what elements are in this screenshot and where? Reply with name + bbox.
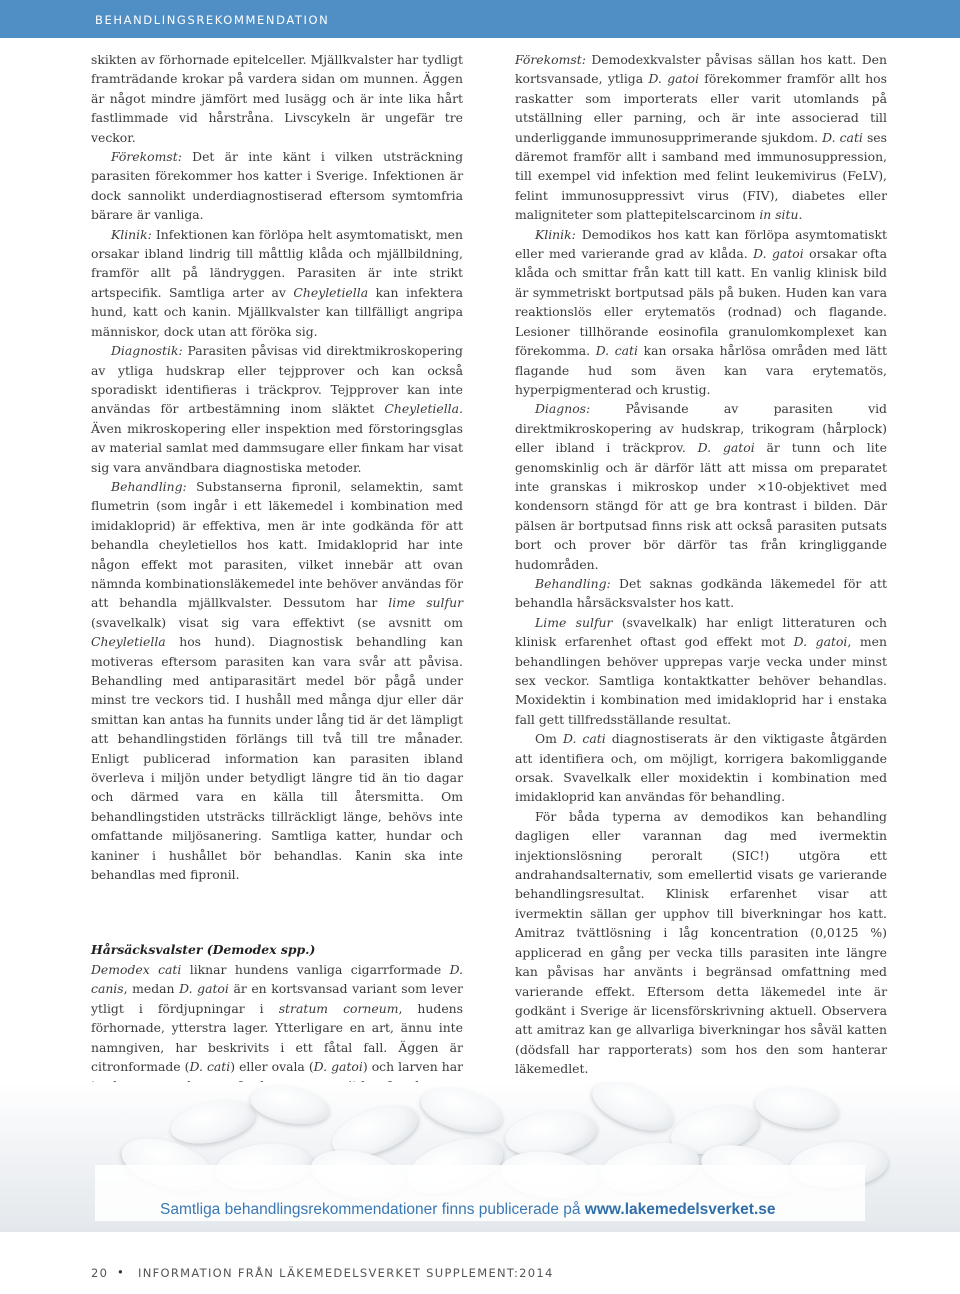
tablet-image	[247, 1082, 332, 1130]
species-name: D. gatoi	[793, 634, 848, 650]
notice-text	[160, 1201, 776, 1219]
paragraph-label: Behandling:	[535, 575, 611, 591]
page-footer	[0, 1266, 960, 1294]
paragraph-text: diagnostiserats är den viktigaste åtgärden att identifiera och, om möjligt, korrigera bakomliggande orsak. Svavelkalk eller moxidektin i kombination med imidakloprid kan användas för behandling.	[515, 731, 887, 805]
paragraph-text: Demodexkvalster påvisas sällan hos katt. Den kortsvansade, ytliga	[515, 52, 887, 87]
species-name: D. cati	[562, 731, 606, 747]
substance-name: Lime sulfur	[535, 614, 613, 630]
paragraph-diagnosis-demodex	[515, 399, 887, 574]
paragraph-text: , medan	[123, 981, 180, 997]
paragraph-text: , hudens förhornade, ytterstra lager. Ytterligare en art, ännu inte namngiven, har beskrivits i ett fåtal fall. Äggen är citronformade (	[91, 1000, 463, 1074]
page-number: 20	[91, 1266, 109, 1280]
tablet-image	[167, 1093, 259, 1150]
paragraph-treatment	[91, 477, 463, 885]
species-name: D. cati	[595, 343, 638, 359]
paragraph-text: ) eller ovala (	[230, 1058, 314, 1074]
species-name: D. canis	[91, 961, 463, 997]
left-column	[91, 50, 463, 1096]
section-title: BEHANDLINGSREKOMMENDATION	[95, 13, 330, 27]
species-name: D. cati	[189, 1058, 231, 1074]
paragraph-label: Klinik:	[111, 226, 152, 242]
paragraph-text: är en kortsvansad variant som lever ytligt i fördjupningar i	[91, 981, 463, 1016]
latin-term: in situ	[759, 207, 799, 223]
substance-name: lime sulfur	[388, 595, 463, 611]
paragraph-both-types	[515, 807, 887, 1079]
paragraph-text: Demodikos hos katt kan förlöpa asymtomatiskt eller med varierande grad av klåda.	[515, 226, 887, 262]
paragraph-text: är tunn och lite genomskinlig och är därför lätt att missa om preparatet inte granskas i mikroskop under ×10-objektivet med kondensorn stängd för att ge bra kontrast i bilden. Där pälsen är bortputsad finns risk att också parasiten putsats bort och prover bör därför tas från kringliggande hudområden.	[515, 440, 887, 572]
paragraph-text: orsakar ofta klåda och smittar från katt till katt. En vanlig klinisk bild är symmetriskt bortputsad päls på buken. Huden kan vara reaktionslös eller erytematös (rodnad) och flagande. Lesioner tillhörande eosinofila granulomkomplexet kan förekomma.	[515, 246, 887, 359]
paragraph-text: Det är inte känt i vilken utsträckning parasiten förekommer hos katter i Sverige. Infektionen är dock sannolikt underdiagnostiserad eftersom symtomfria bärare är vanliga.	[91, 149, 463, 223]
paragraph-diagnostics	[91, 341, 463, 477]
species-name: D. gatoi	[753, 246, 804, 262]
paragraph-label: Förekomst:	[515, 52, 586, 67]
species-name: D. gatoi	[313, 1058, 363, 1074]
paragraph-clinic	[91, 225, 463, 341]
paragraph-text: (svavelkalk) visat sig vara effektivt (se avsnitt om	[91, 614, 463, 630]
paragraph-life-cycle	[91, 50, 463, 147]
paragraph-clinic-demodex	[515, 225, 887, 400]
paragraph-label: Diagnos:	[535, 401, 591, 417]
species-name: D. gatoi	[697, 440, 755, 456]
species-name: Demodex cati	[91, 961, 182, 977]
paragraph-text: förekommer framför allt hos raskatter som importerats eller varit utomlands på utställning eller parning, och är inte associerad till underliggande immunosupprimerande sjukdom.	[515, 71, 888, 145]
subsection-heading: Hårsäcksvalster (Demodex spp.)	[91, 942, 316, 958]
tablet-image	[416, 1082, 507, 1140]
paragraph-text: skikten av förhornade epitelceller. Mjällkvalster har tydligt framträdande krokar på vardera sidan om munnen. Äggen är något mindre jämfört med lusägg och är inte lika hårt fastlimmade vid hårstråna. Livscykeln är ungefär tre veckor.	[91, 52, 463, 145]
paragraph-text: Om	[535, 731, 563, 747]
paragraph-text: .	[798, 207, 803, 223]
species-name: Cheyletiella	[91, 634, 166, 650]
spacer	[91, 884, 463, 940]
paragraph-text: Infektionen kan förlöpa helt asymtomatiskt, men orsakar ibland lindrig till måttlig klåda och mjällbildning, framför allt på ländryggen. Parasiten är inte strikt artspecifik. Samtliga arter av	[91, 226, 463, 300]
paragraph-text: kan orsaka hårlösa områden med lätt flagande hud som även kan vara erytematös, hyperpigmenterad och krustig.	[515, 343, 887, 397]
paragraph-demodex-intro	[91, 960, 463, 1096]
species-name: D. cati	[822, 129, 863, 145]
paragraph-text: ) och larven har	[362, 1058, 464, 1074]
right-column	[515, 50, 887, 1079]
paragraph-d-cati	[515, 729, 887, 807]
paragraph-label: Diagnostik:	[111, 343, 183, 359]
paragraph-label: Behandling:	[111, 478, 187, 494]
paragraph-occurrence-demodex	[515, 50, 887, 225]
paragraph-text: Det saknas godkända läkemedel för att behandla hårsäcksvalster hos katt.	[515, 575, 887, 611]
website-link[interactable]: www.lakemedelsverket.se	[584, 1201, 776, 1218]
tablet-image	[586, 1082, 681, 1141]
tablet-image	[753, 1082, 842, 1133]
publication-notice	[95, 1165, 865, 1221]
species-name: D. gatoi	[648, 71, 699, 87]
paragraph-label: Klinik:	[535, 226, 576, 242]
species-name: Cheyletiella	[384, 401, 460, 417]
species-name: Cheyletiella	[293, 284, 369, 300]
paragraph-occurrence	[91, 147, 463, 225]
paragraph-text: ses däremot framför allt i samband med immunosuppression, till exempel vid infektion med felint leukemivirus (FeLV), felint immunosuppressivt virus (FIV), diabetes eller maligniteter som plattepitelscarcinom	[515, 129, 887, 223]
paragraph-text: Substanserna fipronil, selamektin, samt flumetrin (som ingår i ett läkemedel i kombination med imidakloprid) är effektiva, men är inte godkända för att behandla cheyletiellos hos katt. Imidakloprid har inte någon effekt mot parasiten, vilket innebär att ovan nämnda kombinationsläkemedel inte behöver användas för att behandla mjällkvalster. Dessutom har	[91, 478, 463, 611]
paragraph-lime-sulfur	[515, 613, 887, 729]
paragraph-text: , men behandlingen behöver upprepas varje vecka under minst sex veckor. Samtliga kontaktkatter behöver behandlas. Moxidektin i kombination med imidakloprid har i enstaka fall gett tillfredsställande resultat.	[515, 634, 887, 727]
species-name: D. gatoi	[179, 981, 229, 997]
paragraph-text: Påvisande av parasiten vid direktmikroskopering av hudskrap, trikogram (hårplock) eller ibland i träckprov.	[515, 401, 887, 456]
publication-title: INFORMATION FRÅN LÄKEMEDELSVERKET SUPPLEMENT:2014	[138, 1266, 554, 1280]
paragraph-text: För båda typerna av demodikos kan behandling dagligen eller varannan dag med ivermektin injektionslösning peroralt (SIC!) utgöra ett andrahandsalternativ, som emellertid visats ge varierande behandlingsresultat. Klinisk erfarenhet visar att ivermektin sällan ger upphov till biverkningar hos katt. Amitraz tvättlösning i låg koncentration (0,0125 %) applicerad en gång per vecka tills parasiten inte längre kan påvisas har använts i begränsad omfattning med varierande effekt. Eftersom detta läkemedel inte är godkänt i Sverige är licensförskrivning aktuell. Observera att amitraz kan ge allvarliga biverkningar hos såväl katten (dödsfall har rapporterats) som hos den som hanterar läkemedlet.	[515, 808, 887, 1077]
paragraph-text: liknar hundens vanliga cigarrformade	[181, 961, 450, 977]
notice-sentence: Samtliga behandlingsrekommendationer finns publicerade på	[160, 1201, 585, 1218]
paragraph-text: . Även mikroskopering eller inspektion med förstoringsglas av material samlat med dammsugare eller finkam har visat sig vara användbara diagnostiska metoder.	[91, 401, 463, 475]
paragraph-text: hos hund). Diagnostisk behandling kan motiveras eftersom parasiten kan vara svår att påvisa. Behandling med antiparasitärt medel bör pågå under minst tre veckors tid. I hushåll med många djur eller där smittan kan antas ha funnits under lång tid är det lämpligt att behandlingstiden förlängs till två till tre månader. Enligt publicerad information kan parasiten ibland överleva i miljön under betydligt längre tid än tio dagar och därmed vara en källa till återsmitta. Om behandlingstiden utsträcks tillräckligt länge, behövs inte omfattande miljösanering. Samtliga katter, hundar och kaniner i hushållet bör behandlas. Kanin ska inte behandlas med fipronil.	[91, 634, 463, 883]
anatomy-term: stratum corneum	[278, 1000, 399, 1016]
paragraph-text: kan infektera hund, katt och kanin. Mjällkvalster kan tillfälligt angripa människor, dock utan att föröka sig.	[91, 284, 464, 339]
paragraph-label: Förekomst:	[111, 149, 182, 165]
paragraph-text: (svavelkalk) har enligt litteraturen och klinisk erfarenhet oftast god effekt mot	[515, 614, 887, 650]
bullet-separator: •	[117, 1265, 126, 1279]
paragraph-treatment-demodex	[515, 574, 887, 613]
section-header-bar	[0, 0, 960, 38]
paragraph-text: Parasiten påvisas vid direktmikroskopering av ytliga hudskrap eller tejpprover och kan också sporadiskt identifieras i träckprov. Tejpprover kan inte användas för artbestämning inom släktet	[91, 343, 463, 417]
